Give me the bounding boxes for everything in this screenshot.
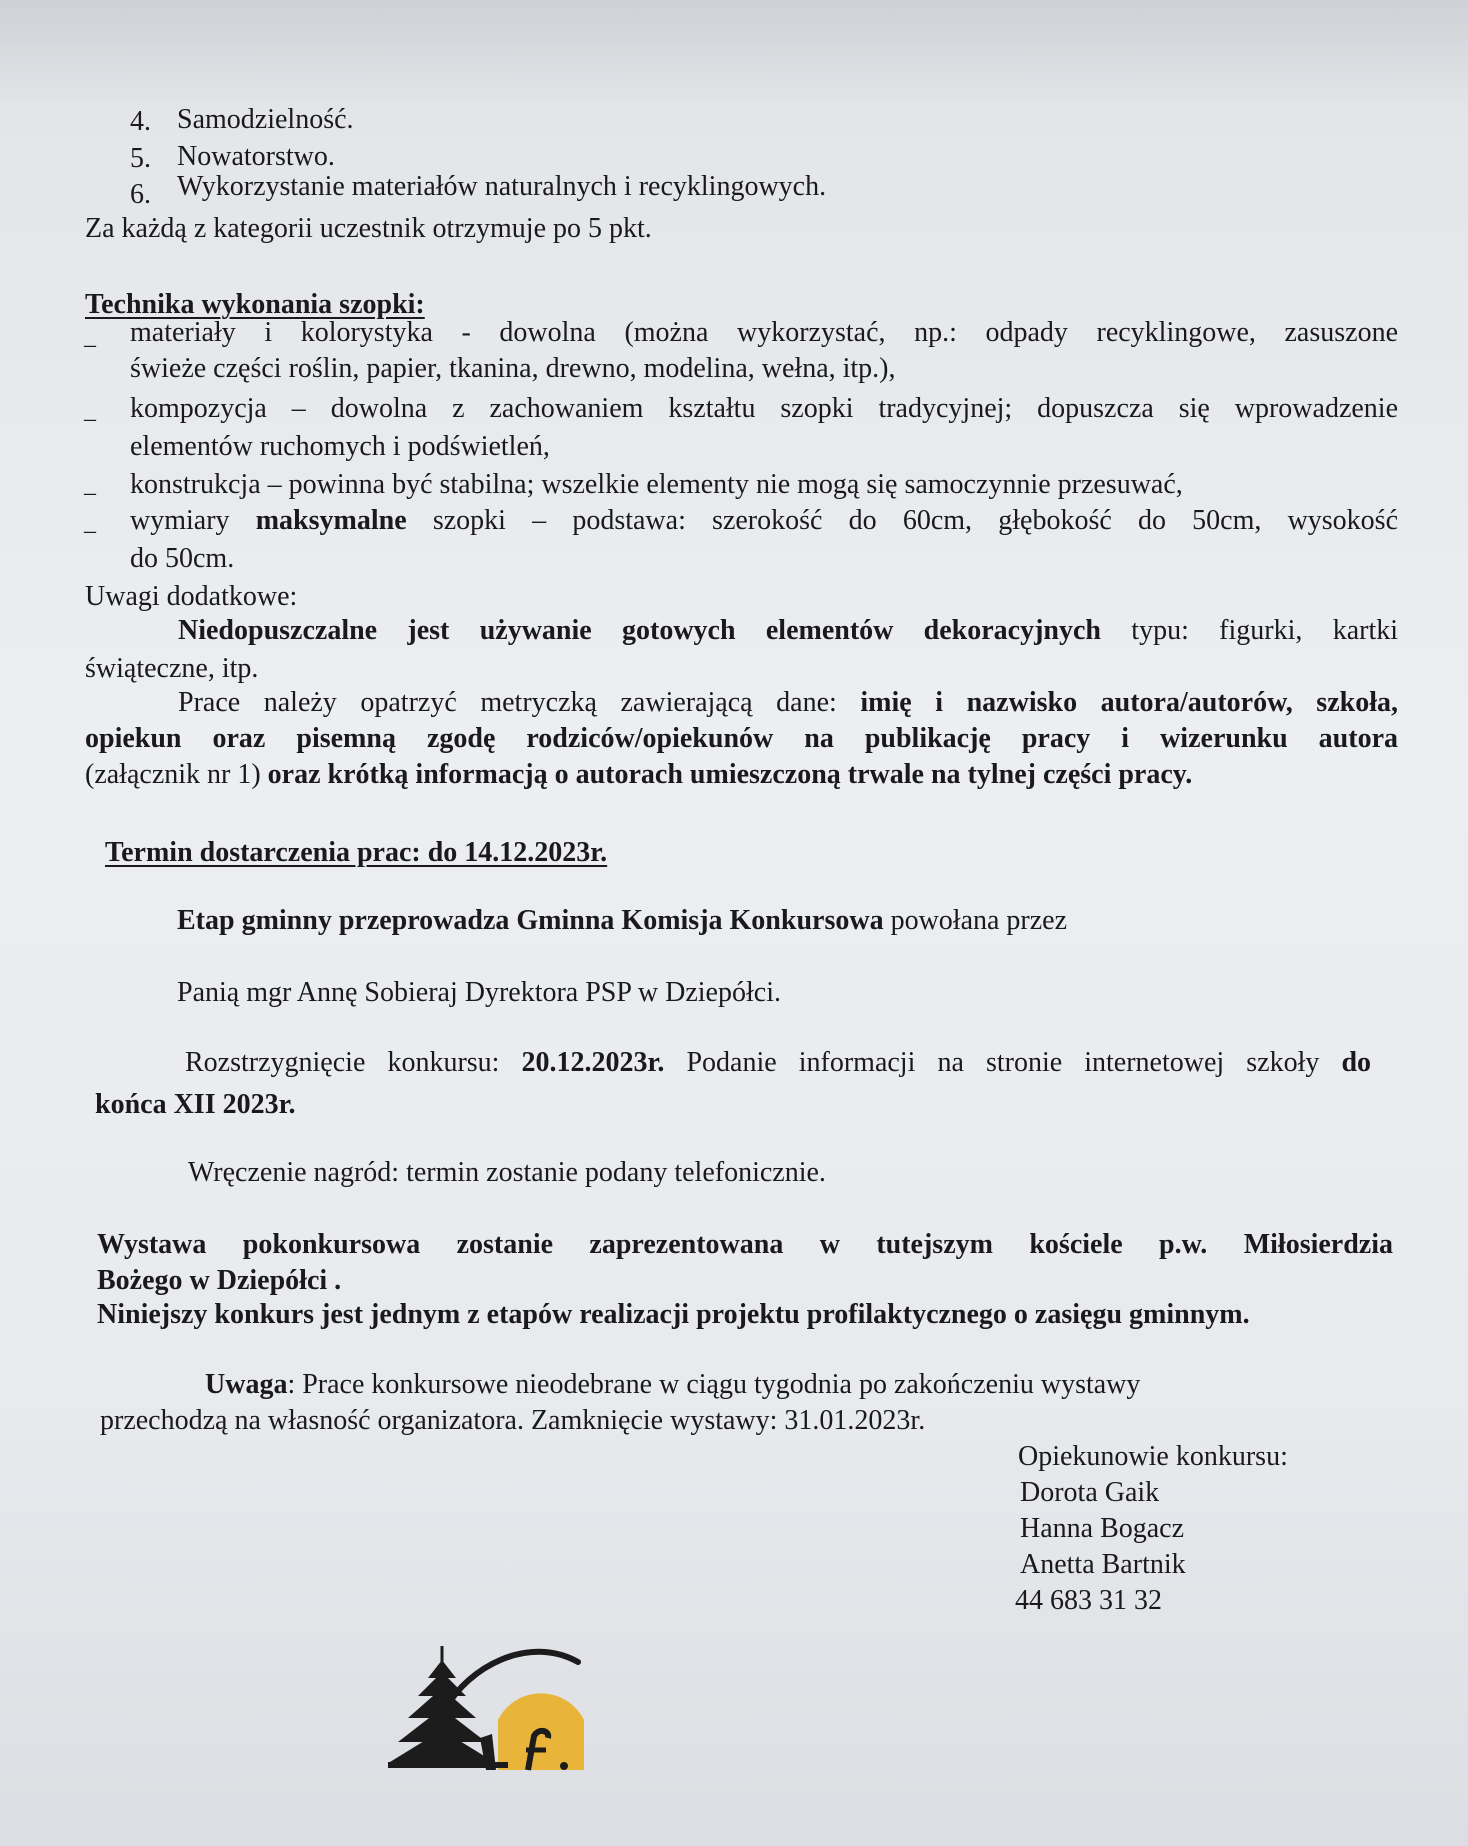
deadline: Termin dostarczenia prac: do 14.12.2023r. — [105, 837, 608, 868]
remarks-paragraph-2: Prace należy opatrzyć metryczką zawierającą dane: imię i nazwisko autora/autorów, szkoła, — [178, 687, 1398, 718]
caretakers-phone: 44 683 31 32 — [1015, 1585, 1162, 1616]
note-line-2: przechodzą na własność organizatora. Zamknięcie wystawy: 31.01.2023r. — [100, 1405, 926, 1436]
technique-item-dimensions-cont: do 50cm. — [130, 543, 235, 574]
stage-line-2: Panią mgr Annę Sobieraj Dyrektora PSP w Dziepółci. — [177, 977, 781, 1008]
technique-item-materials: materiały i kolorystyka - dowolna (można wykorzystać, np.: odpady recyklingowe, zasuszone — [130, 317, 1398, 348]
caretaker-name: Anetta Bartnik — [1020, 1549, 1186, 1580]
bullet-dash: – — [84, 332, 96, 358]
exhibition-line-2: Bożego w Dziepółci . — [97, 1265, 342, 1296]
result-line-2: końca XII 2023r. — [95, 1089, 296, 1120]
caretakers-heading: Opiekunowie konkursu: — [1018, 1441, 1288, 1472]
technique-item-dimensions: wymiary maksymalne szopki – podstawa: szerokość do 60cm, głębokość do 50cm, wysokość — [130, 505, 1399, 536]
caretaker-name: Dorota Gaik — [1020, 1477, 1160, 1508]
bullet-dash: – — [84, 406, 96, 432]
exhibition-line-1: Wystawa pokonkursowa zostanie zaprezentowana w tutejszym kościele p.w. Miłosierdzia — [97, 1229, 1393, 1260]
list-number: 6. — [130, 179, 151, 210]
bullet-dash: – — [84, 480, 96, 506]
list-number: 5. — [130, 143, 151, 174]
exhibition-line-3: Niniejszy konkurs jest jednym z etapów realizacji projektu profilaktycznego o zasięgu gminnym. — [97, 1299, 1250, 1330]
remarks-heading: Uwagi dodatkowe: — [85, 581, 298, 612]
note-line-1: Uwaga: Prace konkursowe nieodebrane w ciągu tygodnia po zakończeniu wystawy — [205, 1369, 1141, 1400]
list-item: Nowatorstwo. — [177, 141, 335, 172]
result-line-1: Rozstrzygnięcie konkursu: 20.12.2023r. Podanie informacji na stronie internetowej szkoły do — [185, 1047, 1372, 1078]
technique-heading: Technika wykonania szopki: — [85, 289, 425, 320]
remarks-paragraph-1: Niedopuszczalne jest używanie gotowych elementów dekoracyjnych typu: figurki, kartki — [178, 615, 1399, 646]
list-number: 4. — [130, 106, 151, 137]
technique-item-materials-cont: świeże części roślin, papier, tkanina, drewno, modelina, wełna, itp.), — [130, 353, 896, 384]
awards: Wręczenie nagród: termin zostanie podany telefonicznie. — [188, 1157, 826, 1188]
remarks-paragraph-1-cont: świąteczne, itp. — [85, 653, 259, 684]
tree-and-sun-logo-icon — [388, 1638, 588, 1774]
points-note: Za każdą z kategorii uczestnik otrzymuje po 5 pkt. — [85, 213, 652, 244]
stage-line-1: Etap gminny przeprowadza Gminna Komisja Konkursowa powołana przez — [177, 905, 1068, 936]
bullet-dash: – — [84, 518, 96, 544]
caretaker-name: Hanna Bogacz — [1020, 1513, 1185, 1544]
list-item: Wykorzystanie materiałów naturalnych i recyklingowych. — [177, 171, 827, 202]
remarks-paragraph-2-cont: opiekun oraz pisemną zgodę rodziców/opiekunów na publikację pracy i wizerunku autora — [85, 723, 1398, 754]
list-item: Samodzielność. — [177, 104, 354, 135]
technique-item-composition: kompozycja – dowolna z zachowaniem kształtu szopki tradycyjnej; dopuszcza się wprowadzenie — [130, 393, 1398, 424]
technique-item-composition-cont: elementów ruchomych i podświetleń, — [130, 431, 550, 462]
technique-item-construction: konstrukcja – powinna być stabilna; wszelkie elementy nie mogą się samoczynnie przesuwać, — [130, 469, 1183, 500]
remarks-paragraph-2-end: (załącznik nr 1) oraz krótką informacją o autorach umieszczoną trwale na tylnej części pracy. — [85, 759, 1193, 790]
